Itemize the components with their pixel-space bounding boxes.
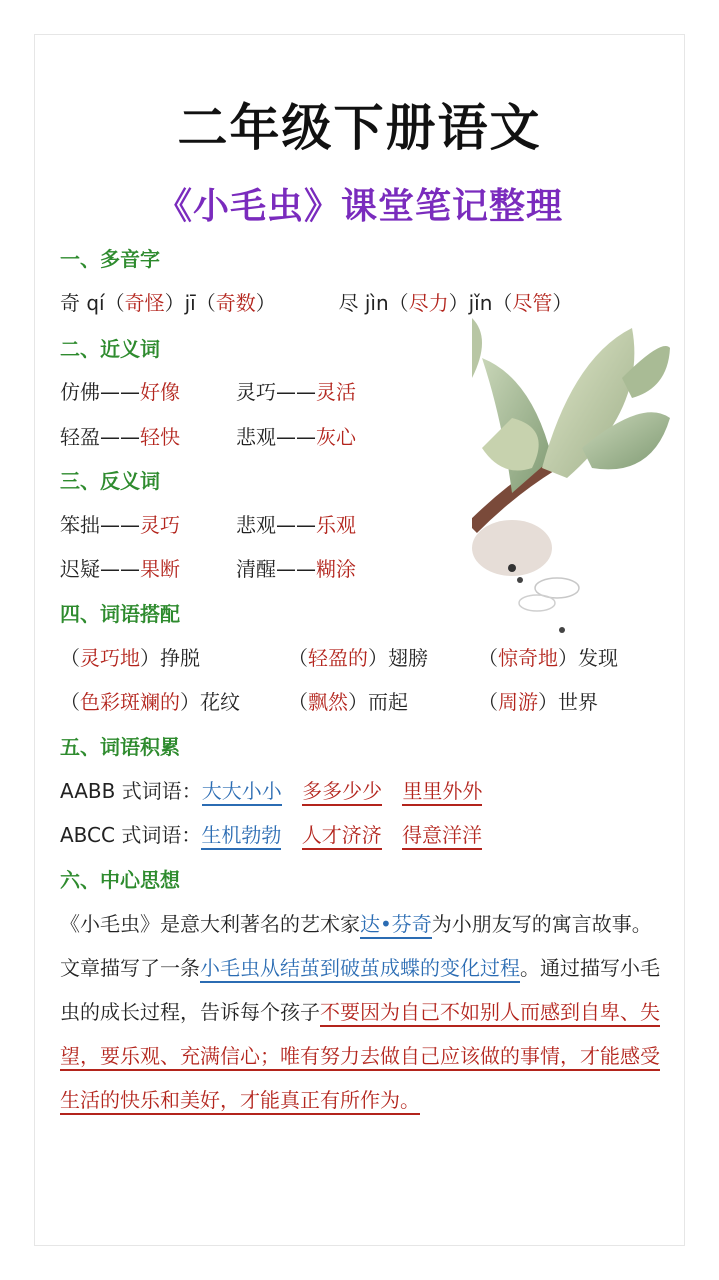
heading-collocations: 四、词语搭配 xyxy=(60,602,180,626)
leaf-illustration xyxy=(472,318,670,638)
poly-pinyin: jìn xyxy=(364,291,389,315)
abcc-label: ABCC 式词语： xyxy=(60,823,202,847)
heading-synonyms: 二、近义词 xyxy=(60,337,160,361)
abcc-word: 人才济济 xyxy=(302,823,382,850)
heading-central-idea: 六、中心思想 xyxy=(60,868,180,892)
abcc-word: 生机勃勃 xyxy=(201,823,281,850)
aabb-word: 多多少少 xyxy=(302,779,382,806)
heading-accumulation: 五、词语积累 xyxy=(60,735,180,759)
aabb-row xyxy=(60,775,482,804)
aabb-word: 大大小小 xyxy=(202,779,282,806)
poly-word: 尽管 xyxy=(512,291,553,315)
poly-word: 奇怪 xyxy=(124,291,165,315)
synonym-pair: 仿佛——好像 xyxy=(60,380,180,404)
collocation: （周游）世界 xyxy=(478,690,598,714)
antonym-pair: 悲观——乐观 xyxy=(236,513,356,537)
heading-antonyms: 三、反义词 xyxy=(60,469,160,493)
abcc-row xyxy=(60,819,482,848)
aabb-word: 里里外外 xyxy=(402,779,482,806)
antonym-pair: 清醒——糊涂 xyxy=(236,557,356,581)
poly-pinyin: jī xyxy=(184,291,196,315)
synonym-pair: 灵巧——灵活 xyxy=(236,380,356,404)
poly-pinyin: qí xyxy=(86,291,105,315)
poly-word: 尽力 xyxy=(408,291,449,315)
antonym-pair: 迟疑——果断 xyxy=(60,557,180,581)
polyphone-row: 奇 qí（奇怪）jī（奇数） 尽 jìn（尽力）jǐn（尽管） xyxy=(60,291,573,315)
change-process: 小毛虫从结茧到破茧成蝶的变化过程 xyxy=(200,956,520,983)
page-subtitle: 《小毛虫》课堂笔记整理 xyxy=(155,186,563,227)
collocation: （色彩斑斓的）花纹 xyxy=(60,690,240,714)
collocation: （惊奇地）发现 xyxy=(478,646,618,670)
heading-polyphone: 一、多音字 xyxy=(60,247,160,271)
collocation: （飘然）而起 xyxy=(288,690,408,714)
collocation: （灵巧地）挣脱 xyxy=(60,646,200,670)
poly-word: 奇数 xyxy=(215,291,256,315)
synonym-pair: 轻盈——轻快 xyxy=(60,425,180,449)
page-title: 二年级下册语文 xyxy=(177,99,542,157)
aabb-label: AABB 式词语： xyxy=(60,779,202,803)
poly-char-qi: 奇 xyxy=(60,291,80,315)
synonym-pair: 悲观——灰心 xyxy=(236,425,356,449)
abcc-word: 得意洋洋 xyxy=(402,823,482,850)
central-idea-paragraph: 《小毛虫》是意大利著名的艺术家达•芬奇为小朋友写的寓言故事。文章描写了一条小毛虫从结茧到破茧成蝶的变化过程。通过描写小毛虫的成长过程，告诉每个孩子不要因为自己不如别人而感到自卑、失望，要乐观、充满信心；唯有努力去做自己应该做的事情，才能感受生活的快乐和美好，才能真正有所作为。 xyxy=(60,902,670,1122)
poly-char-jin: 尽 xyxy=(338,291,359,315)
poly-pinyin: jǐn xyxy=(468,291,493,315)
lesson-text: 不要因为自己不如别人而感到自卑、失望，要乐观、充满信心；唯有努力去做自己应该做的事情，才能感受生活的快乐和美好，才能真正有所作为。 xyxy=(60,1000,660,1115)
artist-name: 达•芬奇 xyxy=(360,912,432,939)
collocation: （轻盈的）翅膀 xyxy=(288,646,428,670)
antonym-pair: 笨拙——灵巧 xyxy=(60,513,180,537)
